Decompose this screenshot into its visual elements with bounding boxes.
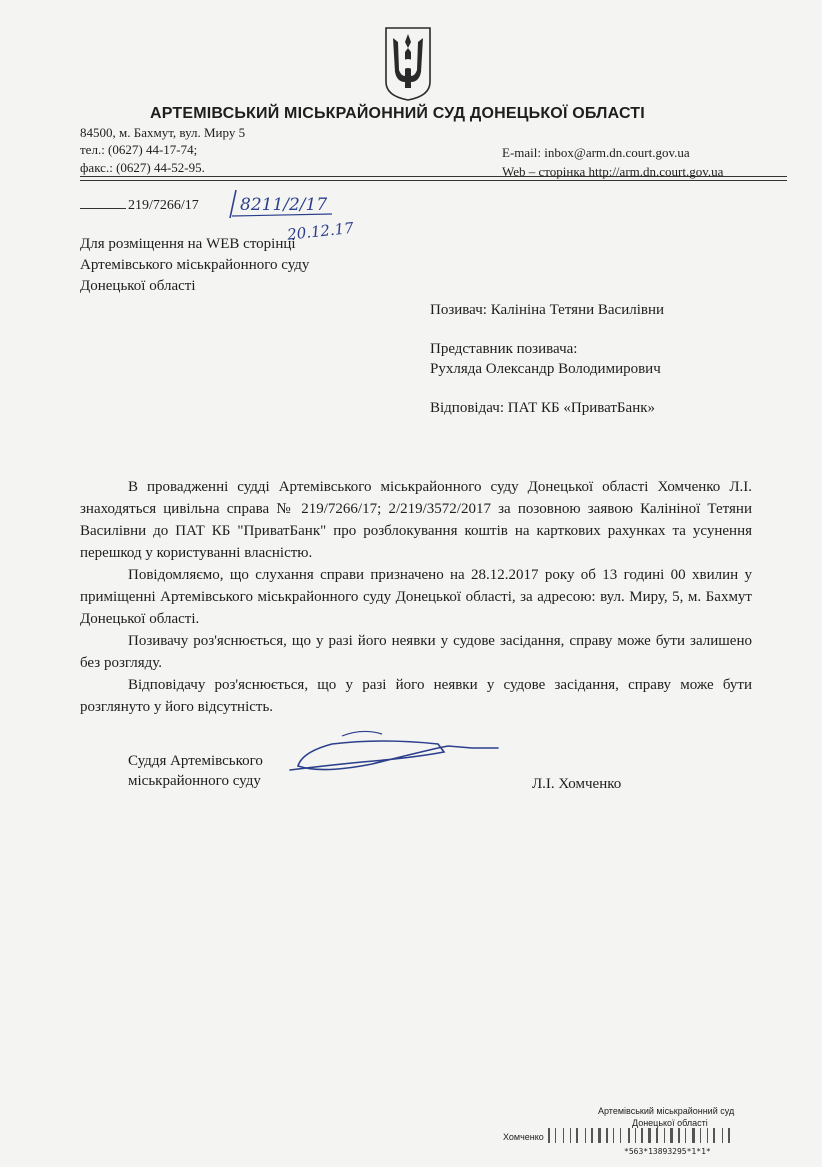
- barcode-code: *563*13893295*1*1*: [624, 1147, 711, 1156]
- barcode-bar: [707, 1128, 708, 1143]
- handwritten-number: [228, 186, 348, 222]
- barcode-bar: [700, 1128, 701, 1143]
- representative-name: Рухляда Олександр Володимирович: [430, 361, 661, 377]
- addressee-line-2: Артемівського міськрайонного суду: [80, 257, 310, 273]
- addressee-line-3: Донецької області: [80, 278, 196, 294]
- signature-label-line-2: міськрайонного суду: [128, 773, 261, 789]
- case-number: 219/7266/17: [128, 198, 199, 213]
- signature-label-line-1: Суддя Артемівського: [128, 753, 263, 769]
- judge-name: Л.І. Хомченко: [532, 776, 622, 792]
- registration-blank: [80, 208, 126, 209]
- coat-of-arms-icon: [383, 26, 433, 102]
- stamp-court-name: Артемівський міськрайонний суд: [598, 1106, 735, 1116]
- barcode-bar: [585, 1128, 586, 1143]
- body-paragraph-case: В провадженні судді Артемівського міськрайонного суду Донецької області Хомченко Л.І. знаходяться цивільна справа № 219/7266/17; 2/219/3572/2017 за позовною заявою Калініної Тетяни Василівни до ПАТ КБ "ПриватБанк" про розблокування коштів на карткових рахунках та усунення перешкод у користуванні власністю.: [80, 479, 752, 561]
- header-divider-thin: [80, 180, 787, 181]
- body-paragraph-plaintiff-notice: Позивачу роз'яснюється, що у разі його неявки у судове засідання, справу може бути залишено без розгляду.: [80, 633, 752, 671]
- handwritten-date: [283, 218, 373, 244]
- court-name: АРТЕМІВСЬКИЙ МІСЬКРАЙОННИЙ СУД ДОНЕЦЬКОЇ ОБЛАСТІ: [150, 105, 645, 122]
- stamp-region: Донецької області: [632, 1118, 708, 1128]
- registration-line: [80, 198, 199, 214]
- stamp-judge-name: Хомченко: [503, 1132, 544, 1142]
- handwritten-signature: [262, 722, 502, 782]
- barcode-bar: [606, 1128, 608, 1143]
- barcode-bar: [641, 1128, 643, 1143]
- barcode-bar: [555, 1128, 556, 1143]
- header-divider: [80, 176, 787, 177]
- court-address: 84500, м. Бахмут, вул. Миру 5: [80, 125, 246, 140]
- barcode-bar: [648, 1128, 651, 1143]
- representative-label: Представник позивача:: [430, 341, 578, 357]
- barcode-bar: [628, 1128, 630, 1143]
- body-paragraph-hearing: Повідомляємо, що слухання справи призначено на 28.12.2017 року об 13 годині 00 хвилин у приміщенні Артемівського міськрайонного суду Донецької області, за адресою: вул. Миру, 5, м. Бахмут Донецької області.: [80, 567, 752, 627]
- letter-body: [80, 476, 752, 718]
- plaintiff: Позивач: Калініна Тетяни Василівни: [430, 302, 665, 318]
- barcode-bar: [598, 1128, 601, 1143]
- barcode-bar: [685, 1128, 686, 1143]
- barcode-bar: [728, 1128, 730, 1143]
- barcode-bar: [563, 1128, 564, 1143]
- body-paragraph-defendant-notice: Відповідачу роз'яснюється, що у разі його неявки у судове засідання, справу може бути розглянуто у його відсутність.: [80, 677, 752, 715]
- barcode-bar: [620, 1128, 621, 1143]
- court-fax: факс.: (0627) 44-52-95.: [80, 160, 205, 175]
- barcode-bar: [548, 1128, 550, 1143]
- court-email: E-mail: inbox@arm.dn.court.gov.ua: [502, 145, 690, 160]
- handwritten-number-text: 8211/2/17: [240, 195, 328, 215]
- barcode-bar: [591, 1128, 593, 1143]
- barcode-bar: [713, 1128, 715, 1143]
- barcode-bar: [670, 1128, 673, 1143]
- barcode-bar: [678, 1128, 680, 1143]
- barcode: [548, 1128, 794, 1143]
- barcode-bar: [692, 1128, 695, 1143]
- court-website: Web – сторінка http://arm.dn.court.gov.ua: [502, 164, 724, 179]
- barcode-bar: [576, 1128, 578, 1143]
- barcode-bar: [613, 1128, 614, 1143]
- defendant: Відповідач: ПАТ КБ «ПриватБанк»: [430, 400, 656, 416]
- addressee-line-1: Для розміщення на WEB сторінці: [80, 236, 296, 252]
- court-phone: тел.: (0627) 44-17-74;: [80, 142, 198, 157]
- barcode-bar: [635, 1128, 636, 1143]
- barcode-bar: [570, 1128, 571, 1143]
- barcode-bar: [656, 1128, 658, 1143]
- barcode-bar: [664, 1128, 665, 1143]
- barcode-bar: [722, 1128, 723, 1143]
- handwritten-date-text: 20.12.17: [286, 218, 355, 244]
